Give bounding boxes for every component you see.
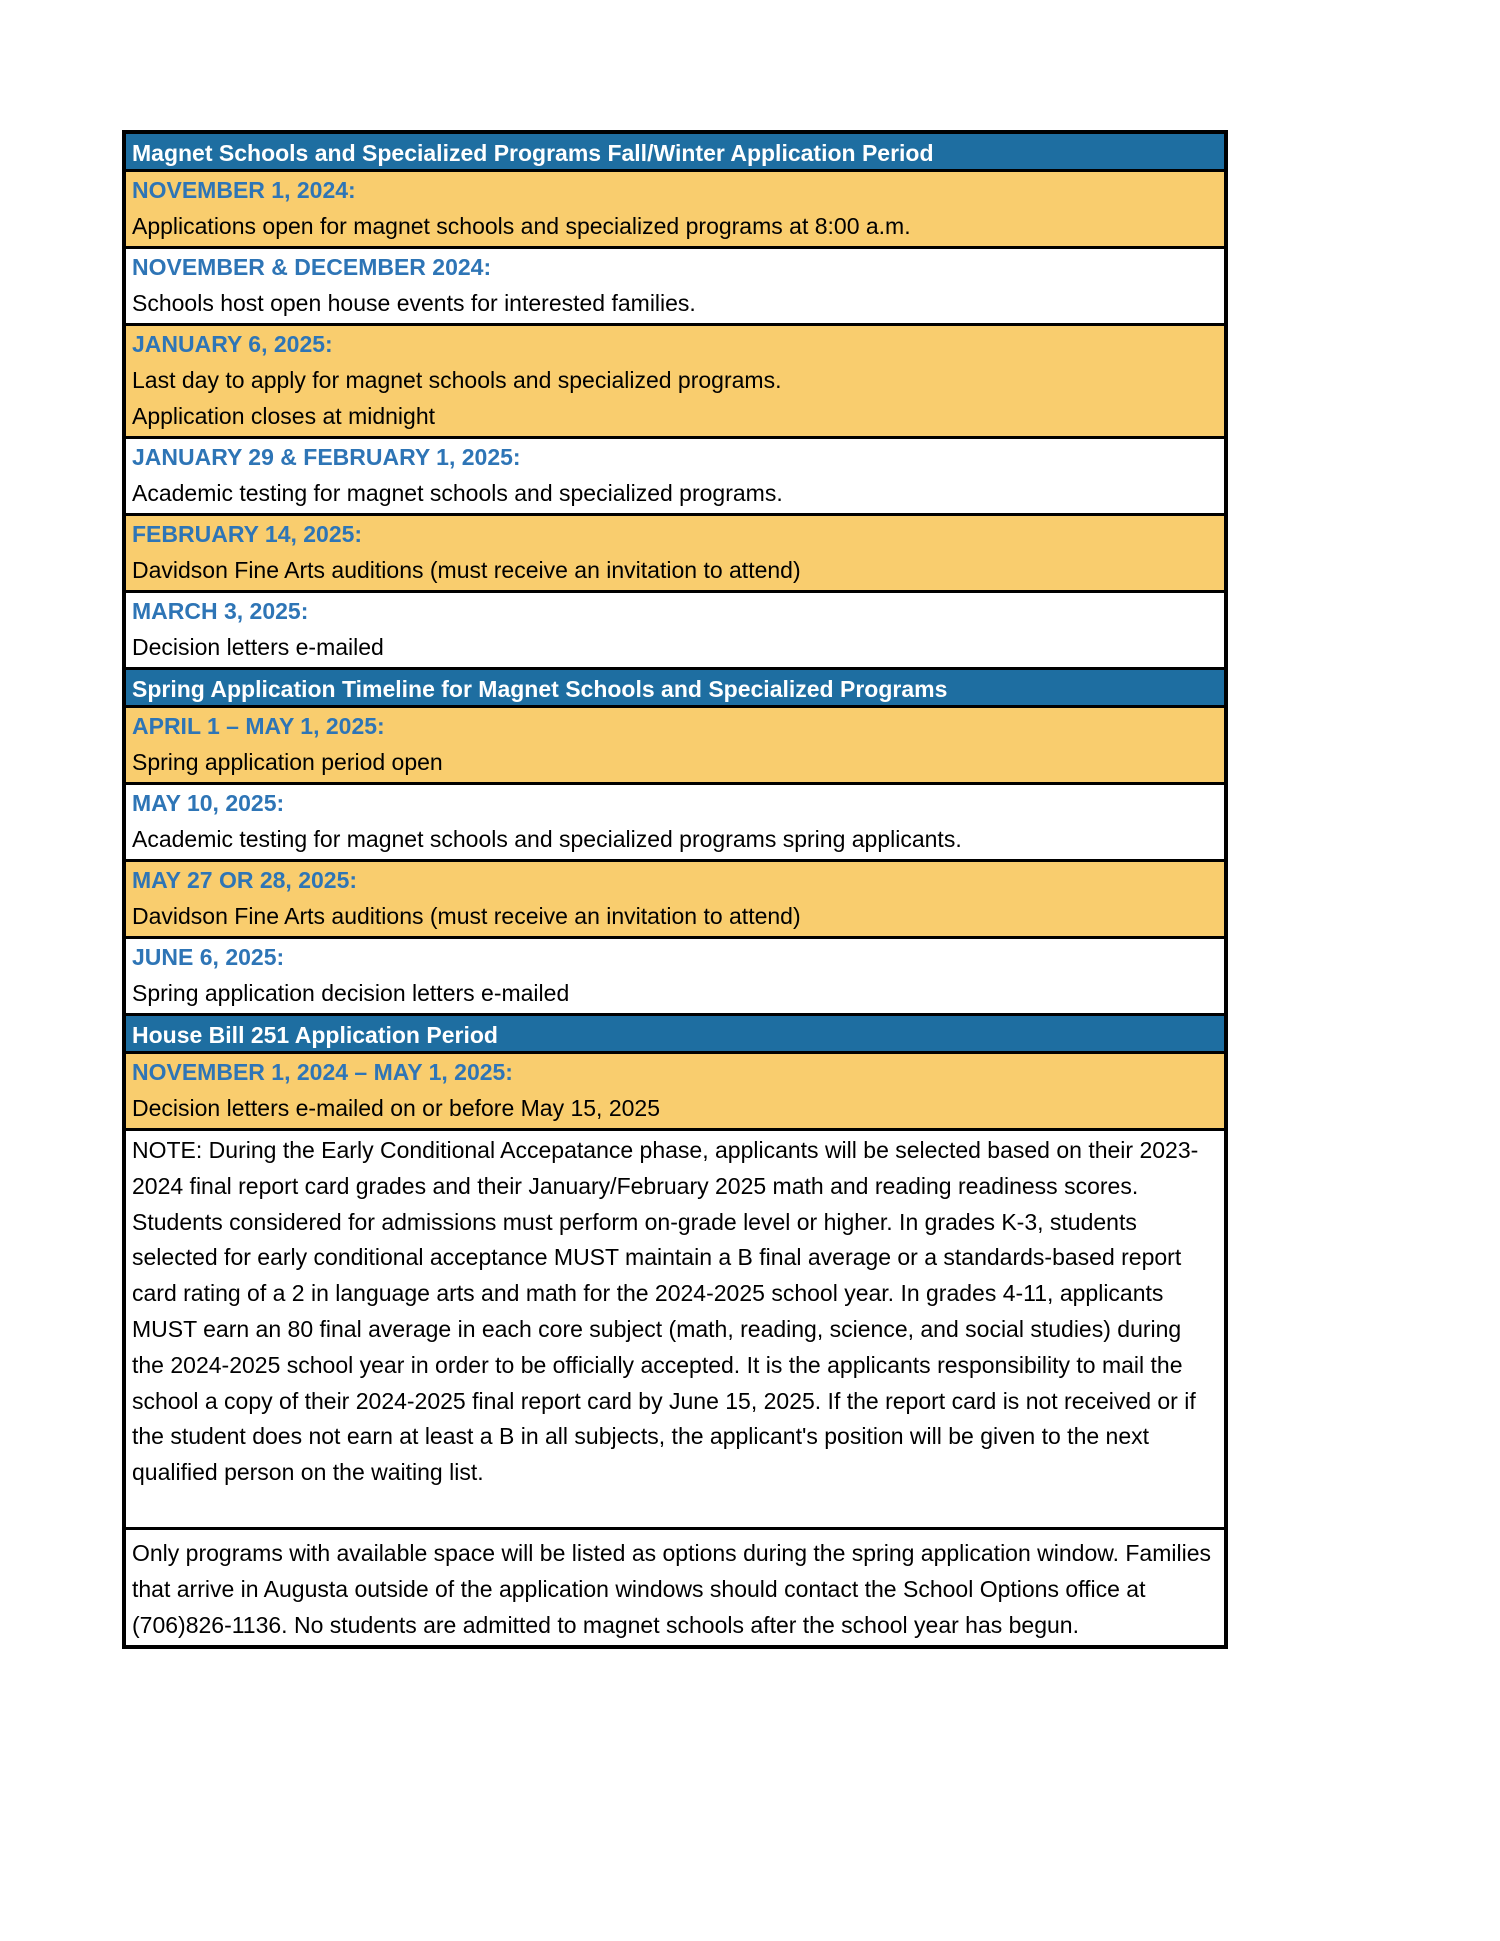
entry-date: MAY 27 OR 28, 2025:: [132, 867, 358, 893]
entry-date: APRIL 1 – MAY 1, 2025:: [132, 713, 385, 739]
timeline-entry: [126, 249, 1224, 326]
timeline-entry: [126, 326, 1224, 439]
entry-date: NOVEMBER 1, 2024 – MAY 1, 2025:: [132, 1059, 513, 1085]
entry-date: JUNE 6, 2025:: [132, 944, 285, 970]
entry-description: Spring application decision letters e-mailed: [132, 980, 570, 1006]
entry-date: MAY 10, 2025:: [132, 790, 285, 816]
timeline-entry: [126, 593, 1224, 670]
spring-window-note: Only programs with available space will be listed as options during the spring application window. Families that arrive in Augusta outside of the application windows should contact the School Options office at (706)826-1136. No students are admitted to magnet schools after the school year has begun.: [132, 1539, 1211, 1638]
entry-date: MARCH 3, 2025:: [132, 598, 309, 624]
entry-description: Davidson Fine Arts auditions (must receive an invitation to attend): [132, 903, 801, 929]
entry-date: NOVEMBER & DECEMBER 2024:: [132, 254, 492, 280]
section-header-fall-winter: Magnet Schools and Specialized Programs Fall/Winter Application Period: [126, 134, 1224, 172]
entry-description: Schools host open house events for interested families.: [132, 290, 696, 316]
entry-description: Decision letters e-mailed on or before May 15, 2025: [132, 1095, 661, 1121]
entry-date: FEBRUARY 14, 2025:: [132, 521, 363, 547]
section-header-spring: Spring Application Timeline for Magnet Schools and Specialized Programs: [126, 670, 1224, 708]
entry-date: JANUARY 6, 2025:: [132, 331, 333, 357]
entry-description: Last day to apply for magnet schools and specialized programs.: [132, 367, 782, 393]
entry-description: Application closes at midnight: [132, 403, 435, 429]
entry-description: Davidson Fine Arts auditions (must receive an invitation to attend): [132, 557, 801, 583]
entry-description: Academic testing for magnet schools and specialized programs spring applicants.: [132, 826, 962, 852]
timeline-entry: [126, 516, 1224, 593]
timeline-entry: [126, 708, 1224, 785]
timeline-entry: [126, 939, 1224, 1016]
entry-description: Academic testing for magnet schools and specialized programs.: [132, 480, 783, 506]
entry-description: Decision letters e-mailed: [132, 634, 384, 660]
timeline-entry: [126, 862, 1224, 939]
timeline-entry: [126, 1054, 1224, 1131]
entry-date: NOVEMBER 1, 2024:: [132, 177, 356, 203]
entry-date: JANUARY 29 & FEBRUARY 1, 2025:: [132, 444, 521, 470]
timeline-entry: [126, 785, 1224, 862]
entry-description: Applications open for magnet schools and specialized programs at 8:00 a.m.: [132, 213, 911, 239]
entry-description: Spring application period open: [132, 749, 443, 775]
timeline-entry: [126, 172, 1224, 249]
section-header-house-bill-251: House Bill 251 Application Period: [126, 1016, 1224, 1054]
application-timeline-table: [122, 130, 1228, 1649]
timeline-entry: [126, 439, 1224, 516]
early-conditional-acceptance-note: NOTE: During the Early Conditional Accepatance phase, applicants will be selected based on their 2023-2024 final report card grades and their January/February 2025 math and reading readiness scores. Students considered for admissions must perform on-grade level or higher. In grades K-3, students selected for early conditional acceptance MUST maintain a B final average or a standards-based report card rating of a 2 in language arts and math for the 2024-2025 school year. In grades 4-11, applicants MUST earn an 80 final average in each core subject (math, reading, science, and social studies) during the 2024-2025 school year in order to be officially accepted. It is the applicants responsibility to mail the school a copy of their 2024-2025 final report card by June 15, 2025. If the report card is not received or if the student does not earn at least a B in all subjects, the applicant's position will be given to the next qualified person on the waiting list.: [126, 1131, 1224, 1530]
